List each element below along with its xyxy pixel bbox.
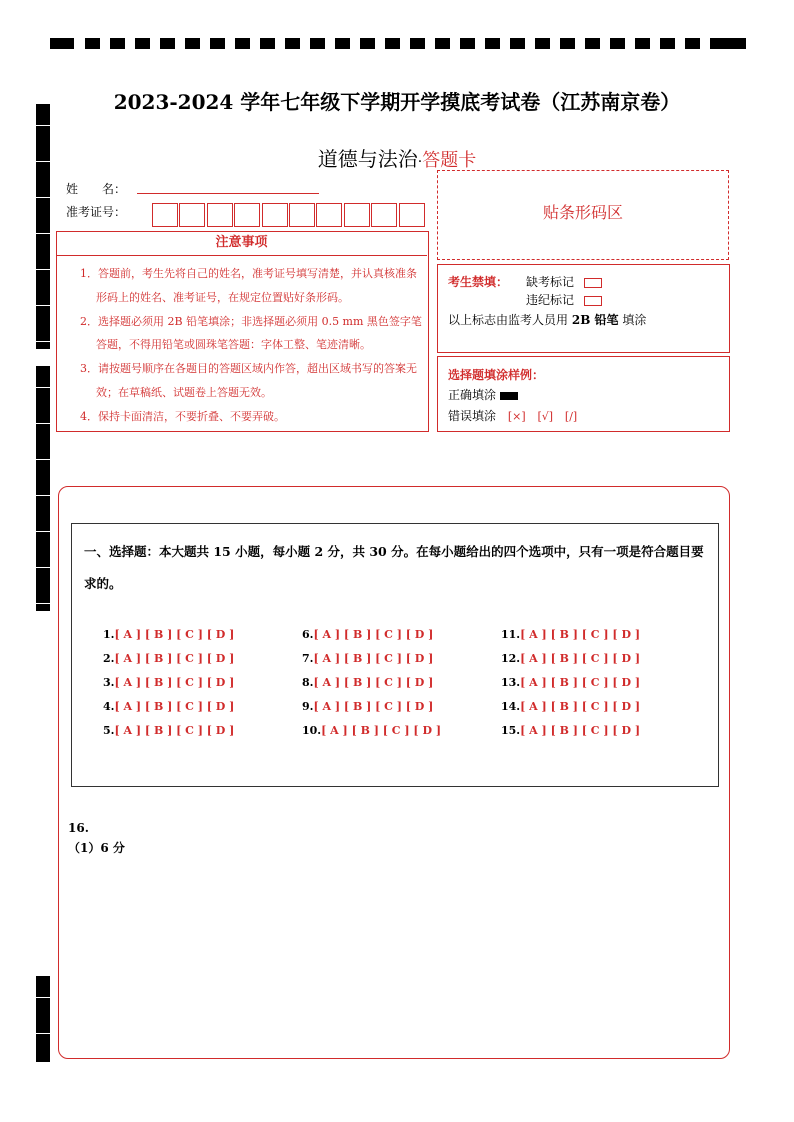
question-2[interactable]: [103, 652, 234, 665]
timing-mark: [36, 277, 50, 284]
wrong-mark-cross: [×]: [507, 410, 526, 423]
timing-mark: [36, 366, 50, 373]
violation-mark-row: [526, 291, 602, 308]
question-number: 7.: [302, 652, 314, 665]
top-timing-marks: [50, 38, 746, 50]
timing-mark: [36, 183, 50, 190]
card-label: 答题卡: [422, 150, 477, 171]
timing-mark: [36, 226, 50, 233]
timing-mark: [36, 262, 50, 269]
violation-checkbox[interactable]: [584, 296, 602, 306]
correct-fill-row: [448, 386, 518, 403]
timing-mark: [36, 596, 50, 603]
timing-mark: [36, 402, 50, 409]
name-field[interactable]: [137, 193, 319, 194]
timing-mark: [36, 474, 50, 481]
timing-mark: [36, 205, 50, 212]
question-number: 13.: [501, 676, 521, 689]
answer-options[interactable]: [ A ] [ B ] [ C ] [ D ]: [321, 724, 442, 737]
timing-mark: [36, 409, 50, 416]
wrong-mark-slash: [/]: [564, 410, 578, 423]
answer-options[interactable]: [ A ] [ B ] [ C ] [ D ]: [114, 652, 235, 665]
timing-mark: [36, 1026, 50, 1033]
answer-options[interactable]: [ A ] [ B ] [ C ] [ D ]: [114, 724, 235, 737]
notice-item: 1．答题前，考生先将自己的姓名，准考证号填写清楚，并认真核准条形码上的姓名、准考证号，在规定位置贴好条形码。: [80, 267, 417, 304]
question-number: 5.: [103, 724, 115, 737]
question-5[interactable]: [103, 724, 234, 737]
timing-mark: [36, 1019, 50, 1026]
timing-mark: [435, 38, 450, 49]
violation-label: 违纪标记: [526, 293, 575, 307]
question-1[interactable]: [103, 628, 234, 641]
timing-mark: [360, 38, 375, 49]
forbidden-label: 考生禁填：: [448, 275, 509, 289]
answer-options[interactable]: [ A ] [ B ] [ C ] [ D ]: [520, 724, 641, 737]
note-bold: 2B 铅笔: [571, 313, 619, 327]
notice-list: [64, 262, 424, 429]
question-number: 10.: [302, 724, 322, 737]
question-13[interactable]: [501, 676, 640, 689]
timing-mark: [36, 481, 50, 488]
timing-mark: [36, 546, 50, 553]
timing-mark: [85, 38, 100, 49]
timing-mark: [36, 589, 50, 596]
id-digit-box[interactable]: [207, 203, 233, 227]
exam-id-boxes[interactable]: [152, 203, 426, 226]
timing-mark: [410, 38, 425, 49]
answer-options[interactable]: [ A ] [ B ] [ C ] [ D ]: [114, 700, 235, 713]
timing-mark: [310, 38, 325, 49]
id-digit-box[interactable]: [399, 203, 425, 227]
timing-mark: [36, 524, 50, 531]
timing-mark: [385, 38, 400, 49]
timing-mark: [36, 503, 50, 510]
forbidden-note: [448, 311, 646, 328]
timing-mark: [36, 438, 50, 445]
question-14[interactable]: [501, 700, 640, 713]
answer-options[interactable]: [ A ] [ B ] [ C ] [ D ]: [313, 628, 434, 641]
card-subtitle: [0, 143, 794, 172]
fill-sample-title: 选择题填涂样例：: [448, 368, 545, 382]
timing-mark: [36, 510, 50, 517]
answer-options[interactable]: [ A ] [ B ] [ C ] [ D ]: [313, 676, 434, 689]
id-digit-box[interactable]: [152, 203, 178, 227]
question-number: 15.: [501, 724, 521, 737]
timing-mark: [36, 284, 50, 291]
question-number: 4.: [103, 700, 115, 713]
timing-mark: [610, 38, 625, 49]
timing-mark: [460, 38, 475, 49]
timing-mark: [36, 373, 50, 380]
timing-mark: [36, 990, 50, 997]
timing-mark: [36, 539, 50, 546]
timing-mark: [335, 38, 350, 49]
q16-number: 16.: [68, 821, 89, 835]
timing-mark: [36, 1048, 50, 1055]
timing-mark: [36, 306, 50, 313]
timing-mark: [36, 604, 50, 611]
id-digit-box[interactable]: [289, 203, 315, 227]
answer-options[interactable]: [ A ] [ B ] [ C ] [ D ]: [520, 676, 641, 689]
timing-mark: [36, 313, 50, 320]
timing-mark: [36, 532, 50, 539]
timing-mark: [36, 334, 50, 341]
absent-checkbox[interactable]: [584, 278, 602, 288]
timing-mark: [36, 212, 50, 219]
timing-mark: [36, 467, 50, 474]
timing-mark: [285, 38, 300, 49]
timing-mark: [560, 38, 575, 49]
answer-options[interactable]: [ A ] [ B ] [ C ] [ D ]: [313, 652, 434, 665]
timing-mark: [36, 327, 50, 334]
wrong-fill-row: [448, 407, 577, 424]
timing-mark: [36, 553, 50, 560]
id-digit-box[interactable]: [262, 203, 288, 227]
timing-mark: [36, 1055, 50, 1062]
question-8[interactable]: [302, 676, 433, 689]
timing-mark: [50, 38, 74, 49]
wrong-mark-check: [√]: [537, 410, 554, 423]
question-11[interactable]: [501, 628, 640, 641]
timing-mark: [722, 38, 746, 49]
question-number: 6.: [302, 628, 314, 641]
question-number: 2.: [103, 652, 115, 665]
timing-mark: [36, 560, 50, 567]
wrong-fill-label: 错误填涂: [448, 409, 497, 423]
subject-name: 道德与法治: [317, 147, 418, 171]
id-digit-box[interactable]: [371, 203, 397, 227]
question-number: 9.: [302, 700, 314, 713]
correct-fill-sample: [500, 392, 518, 400]
timing-mark: [36, 445, 50, 452]
id-digit-box[interactable]: [234, 203, 260, 227]
timing-mark: [110, 38, 125, 49]
id-digit-box[interactable]: [179, 203, 205, 227]
question-16: [68, 818, 125, 858]
question-number: 8.: [302, 676, 314, 689]
question-15[interactable]: [501, 724, 640, 737]
timing-mark: [36, 291, 50, 298]
timing-mark: [135, 38, 150, 49]
timing-mark: [36, 431, 50, 438]
timing-mark: [485, 38, 500, 49]
timing-mark: [36, 234, 50, 241]
answer-options[interactable]: [ A ] [ B ] [ C ] [ D ]: [520, 700, 641, 713]
timing-mark: [36, 452, 50, 459]
timing-mark: [36, 248, 50, 255]
question-4[interactable]: [103, 700, 234, 713]
timing-mark: [36, 176, 50, 183]
question-9[interactable]: [302, 700, 433, 713]
timing-mark: [685, 38, 700, 49]
timing-mark: [36, 255, 50, 262]
timing-mark: [510, 38, 525, 49]
timing-mark: [36, 342, 50, 349]
timing-mark: [36, 416, 50, 423]
timing-mark: [36, 133, 50, 140]
timing-mark: [36, 118, 50, 125]
note-suffix: 填涂: [622, 313, 647, 327]
timing-mark: [210, 38, 225, 49]
timing-mark: [36, 488, 50, 495]
timing-mark: [185, 38, 200, 49]
question-12[interactable]: [501, 652, 640, 665]
id-digit-box[interactable]: [344, 203, 370, 227]
timing-mark: [36, 517, 50, 524]
timing-mark: [660, 38, 675, 49]
answer-options[interactable]: [ A ] [ B ] [ C ] [ D ]: [114, 676, 235, 689]
timing-mark: [36, 1005, 50, 1012]
timing-mark: [36, 298, 50, 305]
question-number: 11.: [501, 628, 521, 641]
timing-mark: [36, 568, 50, 575]
question-6[interactable]: [302, 628, 433, 641]
timing-mark: [36, 395, 50, 402]
timing-mark: [36, 388, 50, 395]
timing-mark: [36, 190, 50, 197]
timing-mark: [36, 320, 50, 327]
answer-options[interactable]: [ A ] [ B ] [ C ] [ D ]: [520, 628, 641, 641]
timing-mark: [36, 582, 50, 589]
timing-mark: [260, 38, 275, 49]
timing-mark: [36, 1012, 50, 1019]
timing-mark: [635, 38, 650, 49]
timing-mark: [36, 496, 50, 503]
note-prefix: 以上标志由监考人员用: [448, 313, 569, 327]
id-digit-box[interactable]: [316, 203, 342, 227]
question-7[interactable]: [302, 652, 433, 665]
notice-item: 2．选择题必须用 2B 铅笔填涂；非选择题必须用 0.5 mm 黑色签字笔答题，不得用铅笔或圆珠笔答题：字体工整、笔迹清晰。: [80, 314, 422, 352]
question-3[interactable]: [103, 676, 234, 689]
timing-mark: [160, 38, 175, 49]
timing-mark: [36, 976, 50, 983]
timing-mark: [585, 38, 600, 49]
timing-mark: [36, 1041, 50, 1048]
notice-title: 注意事项: [56, 231, 427, 256]
timing-mark: [36, 998, 50, 1005]
question-number: 1.: [103, 628, 115, 641]
name-label: 姓 名：: [66, 182, 127, 196]
question-number: 14.: [501, 700, 521, 713]
timing-mark: [36, 460, 50, 467]
barcode-label: 贴条形码区: [542, 203, 623, 222]
question-number: 12.: [501, 652, 521, 665]
q16-part1: （1）6 分: [68, 841, 125, 855]
answer-options[interactable]: [ A ] [ B ] [ C ] [ D ]: [313, 700, 434, 713]
id-label: 准考证号：: [66, 205, 127, 219]
notice-item: 3．请按题号顺序在各题目的答题区域内作答，超出区域书写的答案无效；在草稿纸、试题卷上答题无效。: [80, 362, 417, 399]
absent-mark-row: [526, 273, 602, 290]
timing-mark: [36, 126, 50, 133]
question-10[interactable]: [302, 724, 441, 737]
timing-mark: [36, 219, 50, 226]
correct-fill-label: 正确填涂: [448, 388, 497, 402]
exam-title: 2023-2024 学年七年级下学期开学摸底考试卷（江苏南京卷）: [113, 90, 681, 114]
timing-mark: [36, 270, 50, 277]
question-number: 3.: [103, 676, 115, 689]
absent-label: 缺考标记: [526, 275, 575, 289]
subtitle-separator: ·: [417, 154, 423, 170]
answer-options[interactable]: [ A ] [ B ] [ C ] [ D ]: [114, 628, 235, 641]
timing-mark: [36, 983, 50, 990]
timing-mark: [36, 1034, 50, 1041]
timing-mark: [235, 38, 250, 49]
timing-mark: [535, 38, 550, 49]
timing-mark: [36, 198, 50, 205]
timing-mark: [36, 380, 50, 387]
answer-options[interactable]: [ A ] [ B ] [ C ] [ D ]: [520, 652, 641, 665]
timing-mark: [36, 241, 50, 248]
timing-mark: [36, 424, 50, 431]
timing-mark: [36, 575, 50, 582]
section1-instruction: 一、选择题：本大题共 15 小题，每小题 2 分，共 30 分。在每小题给出的四个选项中，只有一项是符合题目要求的。: [84, 544, 704, 591]
notice-item: 4．保持卡面清洁，不要折叠、不要弄破。: [80, 409, 285, 423]
